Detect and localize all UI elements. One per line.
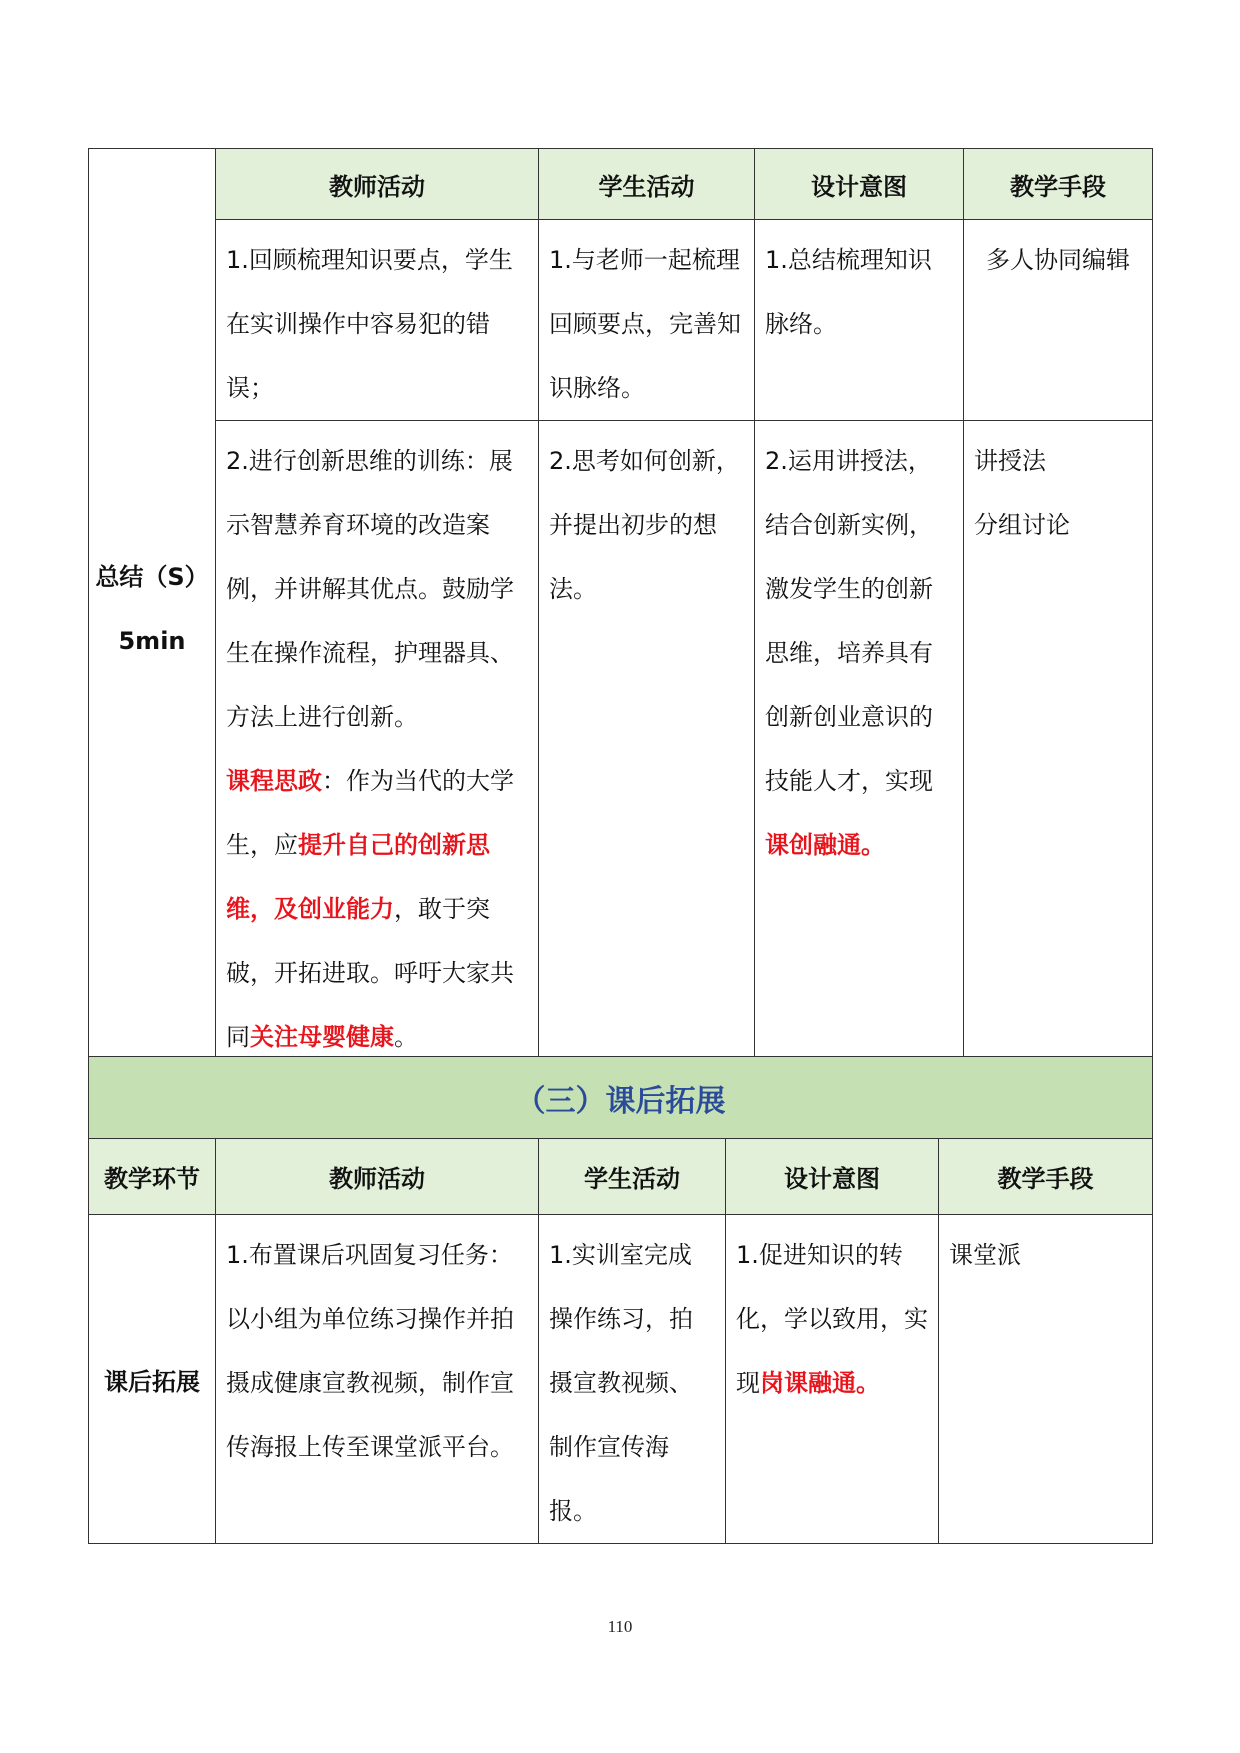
ideology-text-2: ，敢于突破，开拓进取。呼吁大家共同 [226,895,514,1051]
ideology-highlight-2: 关注母婴健康 [250,1023,394,1051]
method-lecture: 讲授法 [974,447,1046,475]
header-teacher-activity-2: 教师活动 [216,1139,539,1215]
ideology-highlight-1: 提升自己的创新思维，及创业能力 [226,831,490,923]
ideology-label: 课程思政 [226,767,322,795]
page-number: 110 [607,1617,633,1636]
row2-teacher-text: 2.进行创新思维的训练：展示智慧养育环境的改造案例，并讲解其优点。鼓励学生在操作流程，护理器具、方法上进行创新。 [226,447,514,731]
section-title: （三）课后拓展 [89,1057,1153,1139]
ext-design-text: 1.促进知识的转化，学以致用，实现 [736,1241,928,1397]
header-design-intent-2: 设计意图 [726,1139,939,1215]
ext-student-activity: 1.实训室完成操作练习，拍摄宣教视频、制作宣传海报。 [539,1215,726,1544]
row1-teaching-method: 多人协同编辑 [964,220,1153,421]
row2-design-intent [755,421,964,1070]
row1-student-activity: 1.与老师一起梳理回顾要点，完善知识脉络。 [539,220,755,421]
header-student-activity: 学生活动 [539,149,755,220]
ext-teaching-method: 课堂派 [939,1215,1153,1544]
row2-teaching-method [964,421,1153,1070]
ideology-text-3: 。 [394,1023,418,1051]
row1-teacher-activity: 1.回顾梳理知识要点，学生在实训操作中容易犯的错误； [216,220,539,421]
stage-duration: 5min [118,627,186,655]
header-teaching-stage: 教学环节 [89,1139,216,1215]
ideology-text-1: ：作为当代的大学生，应 [226,767,514,859]
row2-student-activity: 2.思考如何创新，并提出初步的想法。 [539,421,755,1070]
header-student-activity-2: 学生活动 [539,1139,726,1215]
row2-teacher-activity [216,421,539,1070]
stage-name: 总结（S） [95,563,209,591]
header-teaching-method-2: 教学手段 [939,1139,1153,1215]
extension-table [88,1056,1153,1544]
summary-table [88,148,1153,1070]
ext-teacher-activity: 1.布置课后巩固复习任务：以小组为单位练习操作并拍摄成健康宣教视频，制作宣传海报上传至课堂派平台。 [216,1215,539,1544]
ideology-paragraph [226,749,528,1069]
header-teacher-activity: 教师活动 [216,149,539,220]
row2-design-text: 2.运用讲授法，结合创新实例，激发学生的创新思维，培养具有创新创业意识的技能人才，实现 [765,447,933,795]
stage-cell-summary [89,149,216,1070]
method-group-discussion: 分组讨论 [974,511,1070,539]
row1-design-intent: 1.总结梳理知识脉络。 [755,220,964,421]
row2-design-highlight: 课创融通。 [765,831,885,859]
stage-cell-extension: 课后拓展 [89,1215,216,1544]
header-teaching-method: 教学手段 [964,149,1153,220]
ext-design-highlight: 岗课融通。 [760,1369,880,1397]
ext-design-intent [726,1215,939,1544]
header-design-intent: 设计意图 [755,149,964,220]
